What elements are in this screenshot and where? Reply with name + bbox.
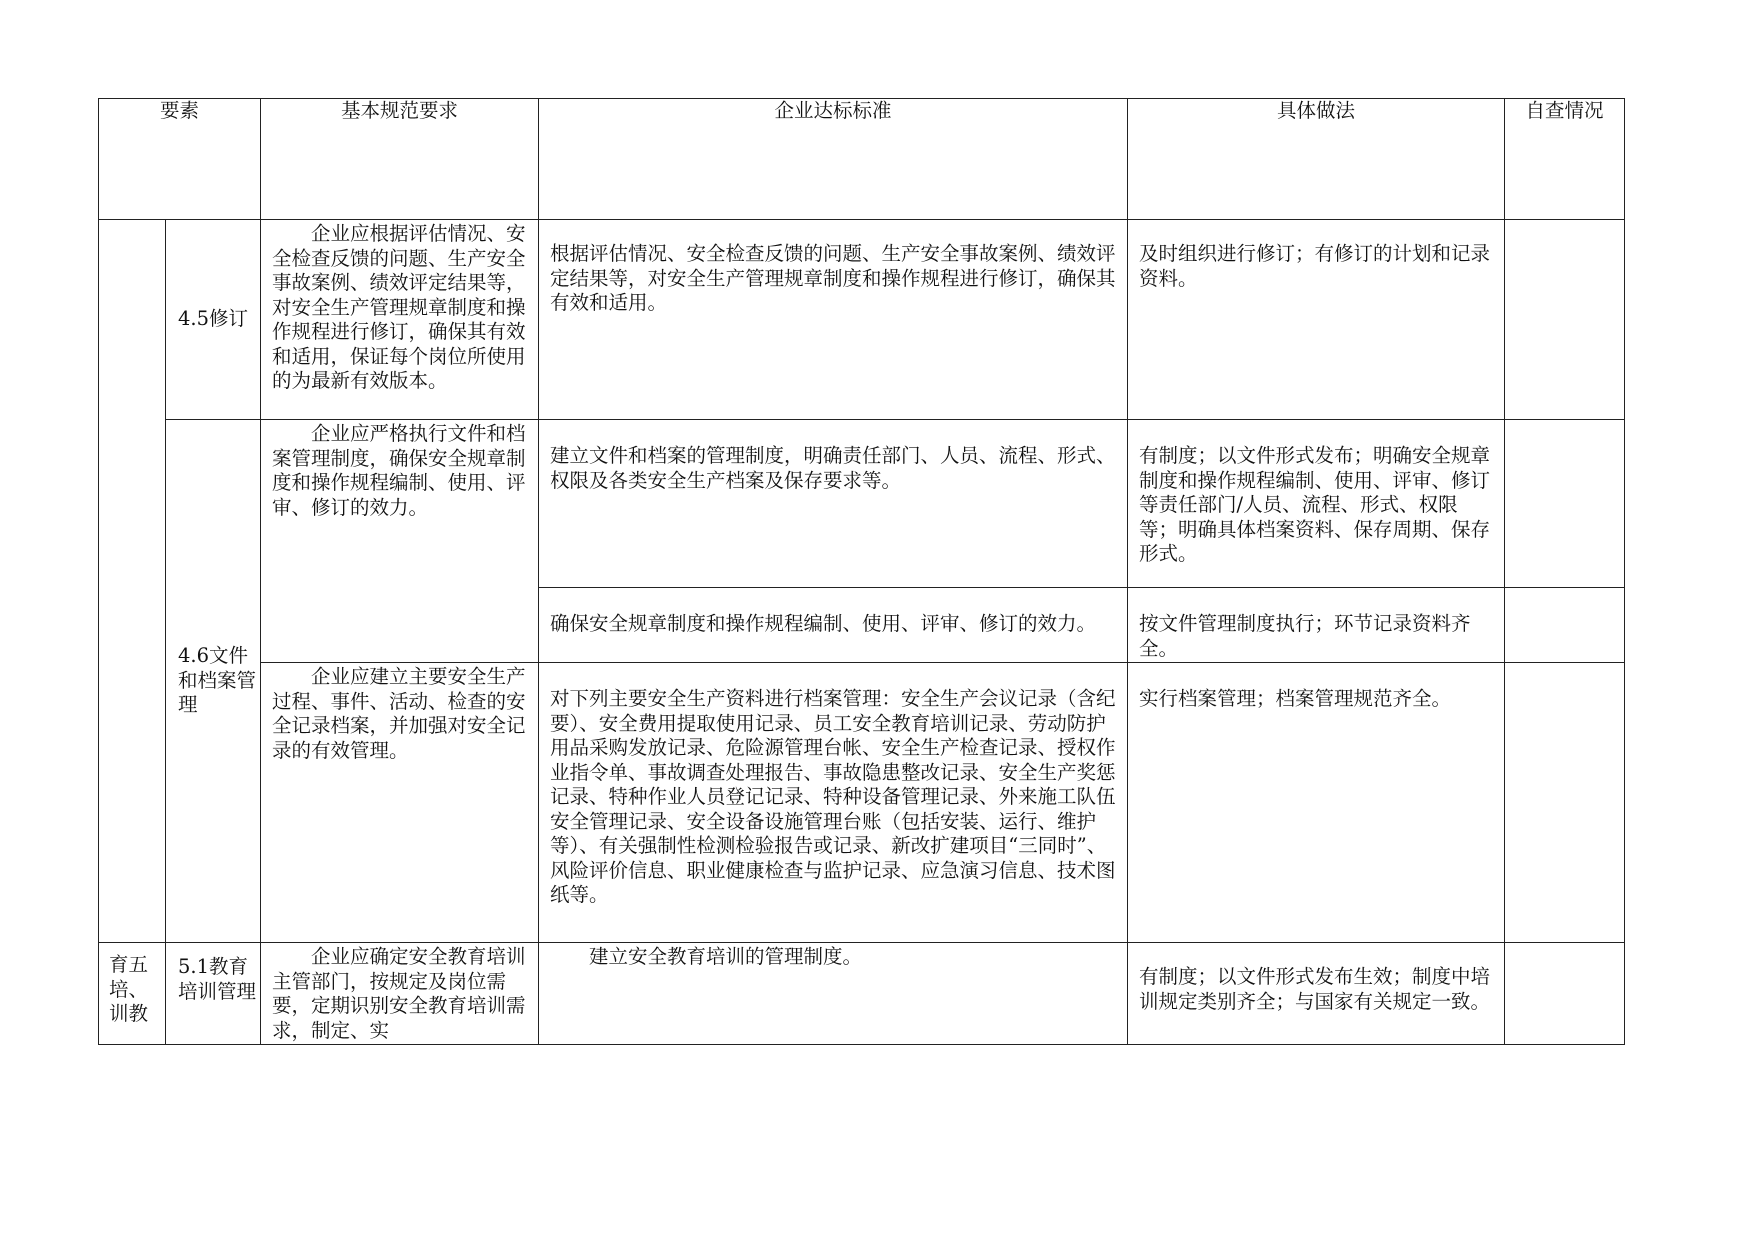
practice-cell: 有制度；以文件形式发布；明确安全规章制度和操作规程编制、使用、评审、修订等责任部门/人员、流程、形式、权限等；明确具体档案资料、保存周期、保存形式。 xyxy=(1128,420,1505,588)
requirement-cell: 企业应建立主要安全生产过程、事件、活动、检查的安全记录档案，并加强对安全记录的有效管理。 xyxy=(261,663,539,943)
category-cell xyxy=(99,943,166,1045)
sub-item-cell: 4.5修订 xyxy=(166,220,261,420)
self-check-cell xyxy=(1505,588,1625,663)
standard-cell: 根据评估情况、安全检查反馈的问题、生产安全事故案例、绩效评定结果等，对安全生产管理规章制度和操作规程进行修订，确保其有效和适用。 xyxy=(539,220,1128,420)
category-cell-empty xyxy=(99,220,166,943)
standard-cell: 确保安全规章制度和操作规程编制、使用、评审、修订的效力。 xyxy=(539,588,1128,663)
requirement-cell: 企业应确定安全教育培训主管部门，按规定及岗位需要，定期识别安全教育培训需求，制定、实 xyxy=(261,943,539,1045)
table-row xyxy=(99,220,1625,420)
standard-cell: 建立安全教育培训的管理制度。 xyxy=(539,943,1128,1045)
table-row xyxy=(99,663,1625,943)
standards-table xyxy=(98,98,1625,1045)
self-check-cell xyxy=(1505,220,1625,420)
sub-item-cell: 4.6文件和档案管理 xyxy=(166,420,261,943)
practice-cell: 及时组织进行修订；有修订的计划和记录资料。 xyxy=(1128,220,1505,420)
category-line: 育五 xyxy=(109,953,149,976)
category-line: 训教 xyxy=(109,1002,149,1025)
header-enterprise-standard: 企业达标标准 xyxy=(539,99,1128,220)
practice-cell: 实行档案管理；档案管理规范齐全。 xyxy=(1128,663,1505,943)
category-line: 培、 xyxy=(109,977,149,1001)
practice-cell: 按文件管理制度执行；环节记录资料齐全。 xyxy=(1128,588,1505,663)
header-row xyxy=(99,99,1625,220)
sub-item-cell: 5.1教育培训管理 xyxy=(166,943,261,1045)
table-row xyxy=(99,943,1625,1045)
self-check-cell xyxy=(1505,943,1625,1045)
header-self-check: 自查情况 xyxy=(1505,99,1625,220)
standard-cell: 建立文件和档案的管理制度，明确责任部门、人员、流程、形式、权限及各类安全生产档案及保存要求等。 xyxy=(539,420,1128,588)
self-check-cell xyxy=(1505,420,1625,588)
self-check-cell xyxy=(1505,663,1625,943)
header-specific-practice: 具体做法 xyxy=(1128,99,1505,220)
requirement-cell: 企业应严格执行文件和档案管理制度，确保安全规章制度和操作规程编制、使用、评审、修订的效力。 xyxy=(261,420,539,663)
standard-cell: 对下列主要安全生产资料进行档案管理：安全生产会议记录（含纪要）、安全费用提取使用记录、员工安全教育培训记录、劳动防护用品采购发放记录、危险源管理台帐、安全生产检查记录、授权作业指令单、事故调查处理报告、事故隐患整改记录、安全生产奖惩记录、特种作业人员登记记录、特种设备管理记录、外来施工队伍安全管理记录、安全设备设施管理台账（包括安装、运行、维护等）、有关强制性检测检验报告或记录、新改扩建项目“三同时”、风险评价信息、职业健康检查与监护记录、应急演习信息、技术图纸等。 xyxy=(539,663,1128,943)
header-element: 要素 xyxy=(99,99,261,220)
header-basic-requirement: 基本规范要求 xyxy=(261,99,539,220)
practice-cell: 有制度；以文件形式发布生效；制度中培训规定类别齐全；与国家有关规定一致。 xyxy=(1128,943,1505,1045)
table-row xyxy=(99,420,1625,588)
requirement-cell: 企业应根据评估情况、安全检查反馈的问题、生产安全事故案例、绩效评定结果等，对安全生产管理规章制度和操作规程进行修订，确保其有效和适用，保证每个岗位所使用的为最新有效版本。 xyxy=(261,220,539,420)
